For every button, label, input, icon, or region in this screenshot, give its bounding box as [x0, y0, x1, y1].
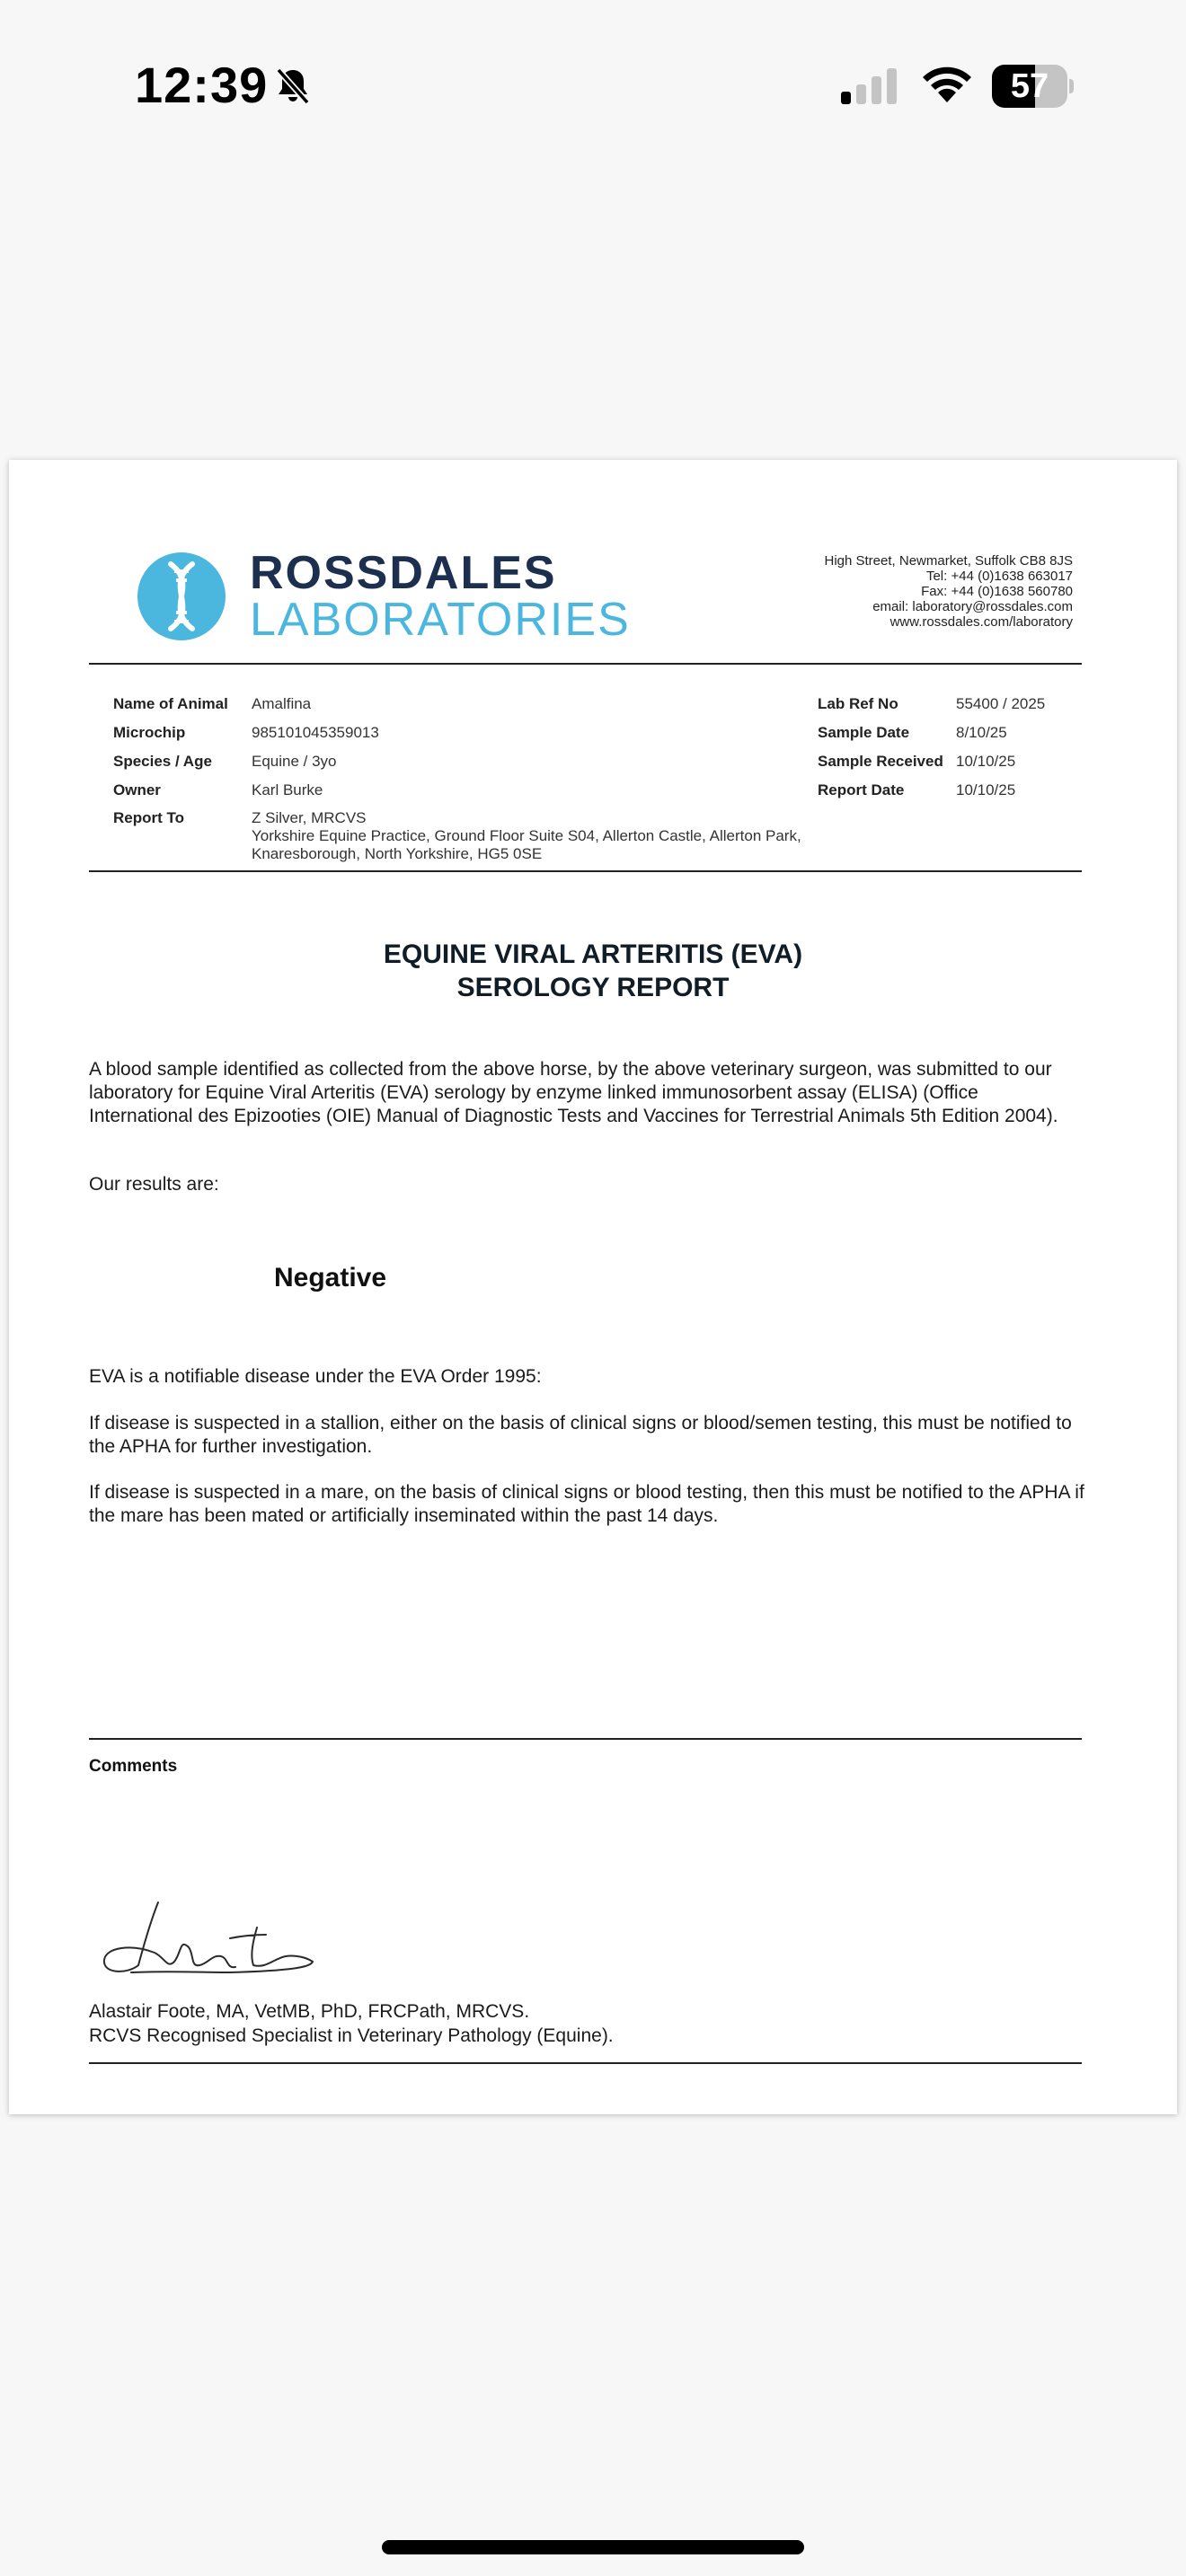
name-of-animal-value: Amalfina [252, 695, 312, 712]
report-to-line3: Knaresborough, North Yorkshire, HG5 0SE [252, 845, 543, 862]
report-title-line1: EQUINE VIRAL ARTERITIS (EVA) [383, 940, 803, 969]
stallion-note: If disease is suspected in a stallion, either on the basis of clinical signs or blood/semen testing, this must be notified to the APHA for further investigation. [89, 1413, 1072, 1457]
signature-image [95, 1895, 356, 1985]
signal-bar [887, 68, 897, 104]
results-intro: Our results are: [89, 1174, 219, 1195]
details-divider [89, 870, 1082, 872]
test-result: Negative [274, 1263, 387, 1292]
sample-received-value: 10/10/25 [956, 753, 1016, 770]
name-of-animal-label: Name of Animal [113, 695, 228, 712]
notifiable-statement: EVA is a notifiable disease under the EVA Order 1995: [89, 1366, 542, 1387]
microchip-value: 985101045359013 [252, 724, 379, 741]
microchip-label: Microchip [113, 724, 186, 741]
lab-contact [824, 553, 1073, 630]
owner-value: Karl Burke [252, 781, 323, 798]
lab-fax: Fax: +44 (0)1638 560780 [921, 584, 1073, 599]
report-page[interactable] [9, 460, 1177, 2114]
lab-ref-value: 55400 / 2025 [956, 695, 1046, 712]
signatory [89, 1999, 614, 2048]
status-bar [0, 0, 1186, 180]
sample-received-label: Sample Received [818, 753, 943, 770]
signal-bar [856, 84, 866, 104]
report-title-line2: SEROLOGY REPORT [456, 973, 730, 1002]
battery-indicator [992, 65, 1073, 108]
comments-divider [89, 1738, 1082, 1740]
sample-date-value: 8/10/25 [956, 724, 1007, 741]
logo-text-laboratories: LABORATORIES [250, 594, 631, 646]
dna-logo-icon [137, 551, 226, 641]
rossdales-logo [128, 543, 631, 650]
lab-address: High Street, Newmarket, Suffolk CB8 8JS [824, 553, 1073, 569]
wifi-icon [918, 63, 976, 106]
logo-text-rossdales: ROSSDALES [250, 547, 557, 599]
cellular-signal-icon [839, 66, 902, 106]
owner-label: Owner [113, 781, 161, 798]
signatory-title: RCVS Recognised Specialist in Veterinary Pathology (Equine). [89, 2025, 614, 2046]
species-age-value: Equine / 3yo [252, 753, 337, 770]
lab-web: www.rossdales.com/laboratory [890, 614, 1073, 630]
battery-level: 57 [1010, 67, 1049, 105]
report-date-label: Report Date [818, 781, 905, 798]
comments-label: Comments [89, 1757, 178, 1776]
lab-ref-label: Lab Ref No [818, 695, 898, 712]
status-time: 12:39 [135, 57, 269, 113]
footer-divider [89, 2062, 1082, 2064]
species-age-label: Species / Age [113, 753, 212, 770]
report-to-line2: Yorkshire Equine Practice, Ground Floor Suite S04, Allerton Castle, Allerton Park, [252, 827, 801, 844]
home-indicator[interactable] [382, 2540, 804, 2554]
mare-note: If disease is suspected in a mare, on the basis of clinical signs or blood testing, then this must be notified to the APHA if the mare has been mated or artificially inseminated within the past 14 days. [89, 1482, 1084, 1526]
signal-bar [872, 76, 881, 104]
report-to-line1: Z Silver, MRCVS [252, 809, 367, 826]
signatory-name: Alastair Foote, MA, VetMB, PhD, FRCPath, MRCVS. [89, 2001, 530, 2022]
header-divider [89, 663, 1082, 665]
report-to-label: Report To [113, 809, 185, 826]
report-date-value: 10/10/25 [956, 781, 1016, 798]
lab-tel: Tel: +44 (0)1638 663017 [925, 569, 1073, 584]
report-title [9, 938, 1177, 1004]
sample-date-label: Sample Date [818, 724, 910, 741]
signal-bar [841, 92, 851, 104]
bell-slash-icon [271, 65, 314, 108]
lab-email: email: laboratory@rossdales.com [872, 599, 1073, 614]
intro-paragraph: A blood sample identified as collected from the above horse, by the above veterinary surgeon, was submitted to our laboratory for Equine Viral Arteritis (EVA) serology by enzyme linked immunosorbent assay (ELISA) (Office International des Epizooties (OIE) Manual of Diagnostic Tests and Vaccines for Terrestrial Animals 5th Edition 2004). [89, 1059, 1058, 1126]
